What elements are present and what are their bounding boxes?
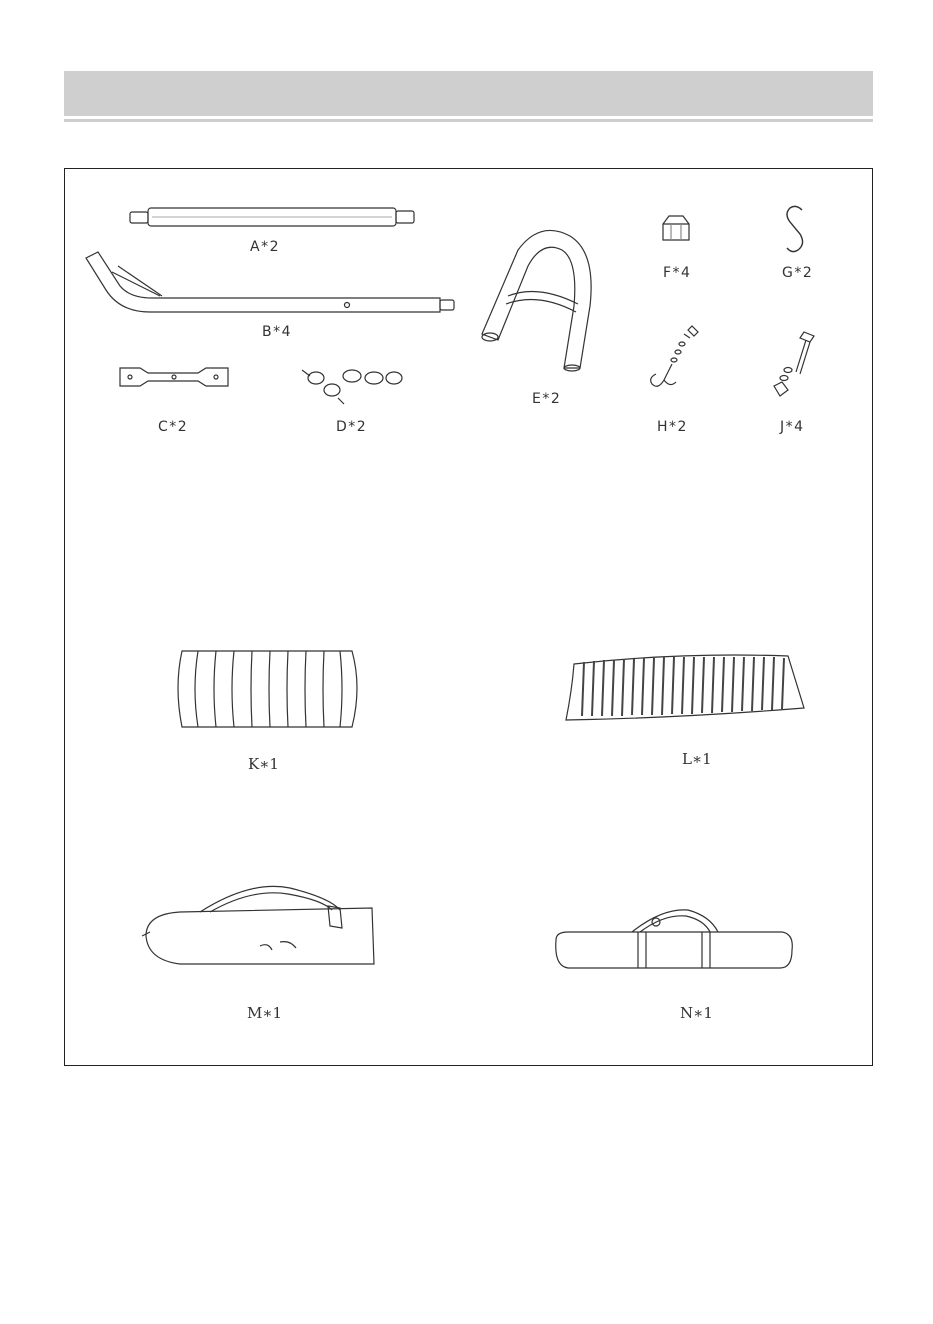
- part-d-label: D*2: [336, 419, 368, 435]
- part-m-carry-bag-illustration: [140, 884, 378, 968]
- part-h-label: H*2: [657, 419, 688, 435]
- part-l-label: L∗1: [682, 750, 712, 768]
- part-n-carry-bag-illustration: [552, 908, 796, 972]
- part-k-label: K∗1: [248, 755, 279, 773]
- part-j-bolt-illustration: [770, 330, 822, 402]
- part-n-label: N∗1: [680, 1004, 713, 1022]
- part-k-rolled-pad-illustration: [172, 647, 362, 733]
- part-c-plate-illustration: [118, 366, 230, 388]
- part-l-hammock-illustration: [560, 650, 810, 724]
- part-c-label: C*2: [158, 419, 189, 435]
- part-d-chain-illustration: [298, 360, 406, 406]
- part-a-label: A*2: [250, 239, 280, 255]
- header-bar: [64, 71, 873, 116]
- part-a-tube-illustration: [128, 204, 418, 230]
- part-b-leg-illustration: [82, 250, 457, 320]
- part-h-hook-bolt-illustration: [644, 324, 704, 396]
- part-j-label: J*4: [780, 419, 805, 435]
- part-g-label: G*2: [782, 265, 814, 281]
- part-g-s-hook-illustration: [782, 204, 808, 254]
- header-rule: [64, 119, 873, 122]
- part-f-clip-illustration: [661, 214, 691, 242]
- part-b-label: B*4: [262, 324, 293, 340]
- part-f-label: F*4: [663, 265, 692, 281]
- part-e-arch-illustration: [478, 226, 618, 374]
- part-e-label: E*2: [532, 391, 562, 407]
- part-m-label: M∗1: [247, 1004, 283, 1022]
